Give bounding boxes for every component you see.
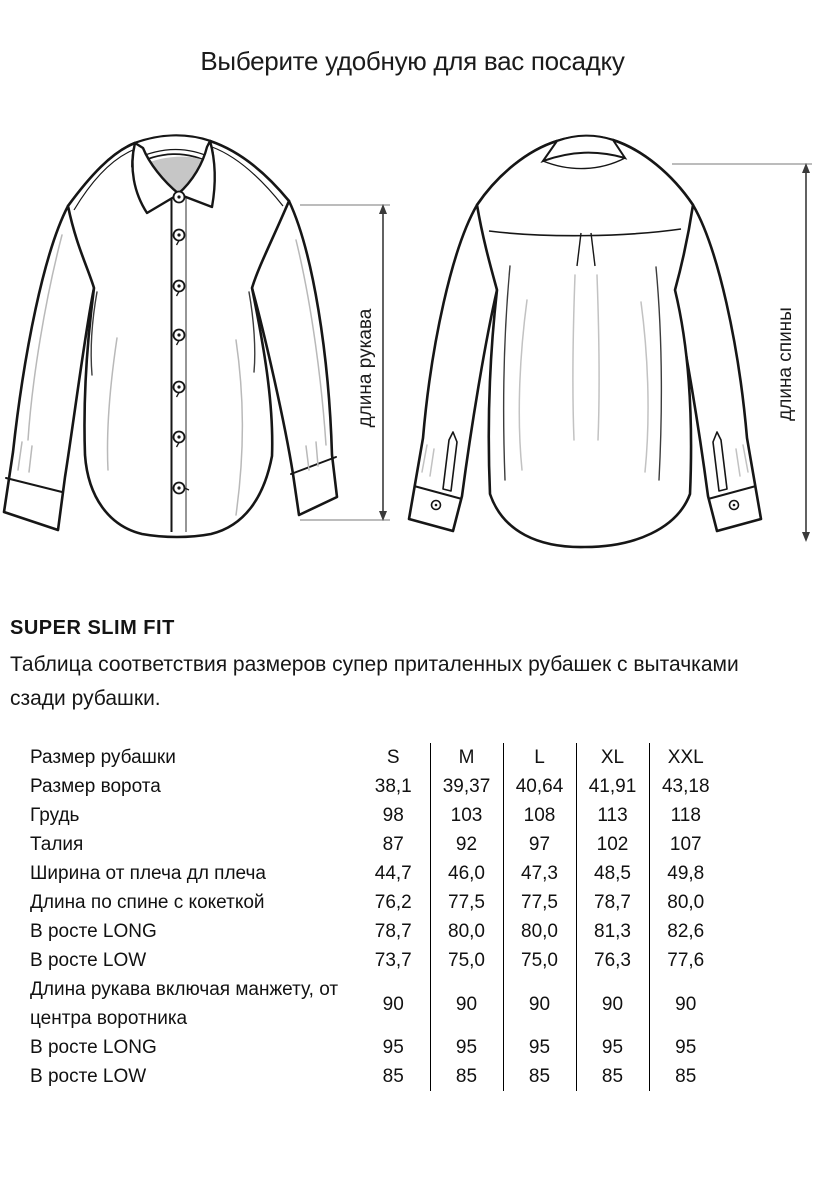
table-cell: 90: [430, 975, 503, 1033]
size-header-cell: XXL: [649, 743, 722, 772]
table-cell: 95: [649, 1033, 722, 1062]
table-cell: 82,6: [649, 917, 722, 946]
row-shoulder-width: [30, 859, 722, 888]
table-cell: 107: [649, 830, 722, 859]
table-cell: 41,91: [576, 772, 649, 801]
size-header-cell: L: [503, 743, 576, 772]
row-label: В росте LONG: [30, 921, 157, 942]
row-height-long: [30, 917, 722, 946]
table-cell: 90: [576, 975, 649, 1033]
shirt-back-drawing: [400, 120, 825, 565]
row-back-length-yoke: [30, 888, 722, 917]
table-cell: 48,5: [576, 859, 649, 888]
table-cell: 95: [430, 1033, 503, 1062]
table-cell: 78,7: [576, 888, 649, 917]
table-cell: 73,7: [374, 950, 412, 971]
table-cell: 47,3: [503, 859, 576, 888]
back-length-label: длина спины: [775, 307, 796, 421]
row-label: В росте LOW: [30, 1066, 147, 1087]
table-cell: 81,3: [576, 917, 649, 946]
row-sleeve-long: [30, 1033, 722, 1062]
table-cell: 43,18: [649, 772, 722, 801]
table-cell: 95: [382, 1037, 404, 1058]
row-collar-size: [30, 772, 722, 801]
size-header-cell: M: [430, 743, 503, 772]
table-cell: 95: [503, 1033, 576, 1062]
table-cell: 38,1: [374, 776, 412, 797]
fit-description-line2: сзади рубашки.: [10, 687, 161, 710]
table-cell: 76,3: [576, 946, 649, 975]
table-cell: 77,6: [649, 946, 722, 975]
table-cell: 103: [430, 801, 503, 830]
row-sleeve-length: [30, 975, 722, 1033]
sleeve-length-label: длина рукава: [355, 308, 376, 428]
table-cell: 90: [503, 975, 576, 1033]
table-cell: 39,37: [430, 772, 503, 801]
table-cell: 90: [382, 993, 404, 1015]
table-cell: 80,0: [503, 917, 576, 946]
row-waist: [30, 830, 722, 859]
row-label: Размер рубашки: [30, 747, 176, 768]
table-cell: 46,0: [430, 859, 503, 888]
fit-heading: SUPER SLIM FIT: [10, 617, 175, 639]
table-cell: 97: [503, 830, 576, 859]
table-cell: 98: [382, 805, 404, 826]
fit-description-line1: Таблица соответствия размеров супер приталенных рубашек с вытачками: [10, 653, 739, 676]
table-cell: 85: [576, 1062, 649, 1091]
table-cell: 113: [576, 801, 649, 830]
row-label: В росте LONG: [30, 1037, 157, 1058]
table-cell: 77,5: [430, 888, 503, 917]
row-height-low: [30, 946, 722, 975]
table-cell: 102: [576, 830, 649, 859]
row-sleeve-low: [30, 1062, 722, 1091]
table-cell: 40,64: [503, 772, 576, 801]
table-cell: 80,0: [649, 888, 722, 917]
size-header-cell: S: [386, 747, 400, 768]
shirt-front-drawing: [0, 120, 400, 565]
table-cell: 44,7: [374, 863, 412, 884]
table-cell: 85: [430, 1062, 503, 1091]
fit-description: [10, 648, 739, 716]
table-cell: 78,7: [374, 921, 412, 942]
table-cell: 108: [503, 801, 576, 830]
row-label: Длина рукава включая манжету, от центра воротника: [30, 979, 339, 1029]
table-cell: 87: [382, 834, 404, 855]
row-shirt-size: [30, 743, 722, 772]
table-cell: 77,5: [503, 888, 576, 917]
table-cell: 75,0: [503, 946, 576, 975]
row-label: Талия: [30, 834, 84, 855]
page-title: Выберите удобную для вас посадку: [200, 46, 625, 76]
row-label: Грудь: [30, 805, 80, 826]
table-cell: 85: [649, 1062, 722, 1091]
row-label: Размер ворота: [30, 776, 161, 797]
table-cell: 49,8: [649, 859, 722, 888]
table-cell: 118: [649, 801, 722, 830]
row-label: Длина по спине с кокеткой: [30, 892, 265, 913]
row-label: Ширина от плеча дл плеча: [30, 863, 266, 884]
table-cell: 85: [503, 1062, 576, 1091]
size-table: [30, 743, 722, 1091]
table-cell: 92: [430, 830, 503, 859]
table-cell: 95: [576, 1033, 649, 1062]
table-cell: 85: [382, 1066, 404, 1087]
table-cell: 75,0: [430, 946, 503, 975]
row-label: В росте LOW: [30, 950, 147, 971]
row-chest: [30, 801, 722, 830]
table-cell: 90: [649, 975, 722, 1033]
size-header-cell: XL: [576, 743, 649, 772]
table-cell: 80,0: [430, 917, 503, 946]
table-cell: 76,2: [374, 892, 412, 913]
